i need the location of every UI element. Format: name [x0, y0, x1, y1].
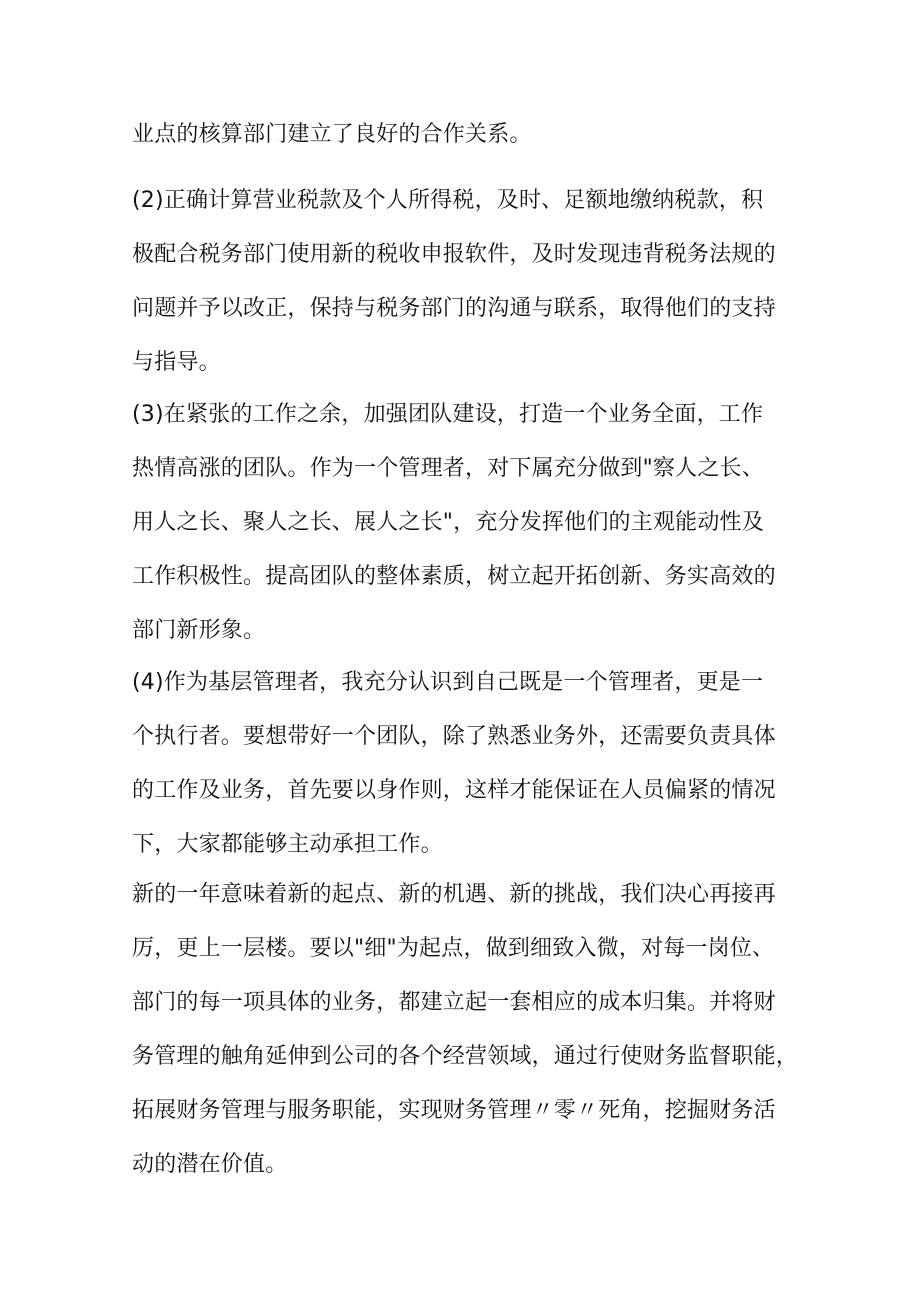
text-line: 动的潜在价值。	[132, 1152, 288, 1177]
paragraph-5	[132, 868, 802, 1192]
text-line: 工作积极性。提高团队的整体素质，树立起开拓创新、务实高效的	[132, 564, 776, 589]
text-line: 部门的每一项具体的业务，都建立起一套相应的成本归集。并将财	[132, 990, 776, 1015]
text-line: 拓展财务管理与服务职能，实现财务管理〃零〃死角，挖掘财务活	[132, 1098, 776, 1123]
paragraph-3	[132, 388, 802, 658]
text-line: (3)在紧张的工作之余，加强团队建设，打造一个业务全面，工作	[132, 402, 764, 427]
text-line: 下，大家都能够主动承担工作。	[132, 832, 443, 857]
text-line: 部门新形象。	[132, 618, 266, 643]
paragraph-1	[132, 108, 802, 162]
text-line: 新的一年意味着新的起点、新的机遇、新的挑战，我们决心再接再	[132, 882, 776, 907]
text-line: 个执行者。要想带好一个团队，除了熟悉业务外，还需要负责具体	[132, 724, 776, 749]
text-line: 的工作及业务，首先要以身作则，这样才能保证在人员偏紧的情况	[132, 778, 776, 803]
text-line: 热情高涨的团队。作为一个管理者，对下属充分做到"察人之长、	[132, 456, 764, 481]
text-line: 业点的核算部门建立了良好的合作关系。	[132, 122, 532, 147]
text-line: 与指导。	[132, 350, 221, 375]
text-line: (4)作为基层管理者，我充分认识到自己既是一个管理者，更是一	[132, 670, 764, 695]
text-line: 极配合税务部门使用新的税收申报软件，及时发现违背税务法规的	[132, 242, 776, 267]
paragraph-2	[132, 174, 802, 390]
text-line: 务管理的触角延伸到公司的各个经营领域，通过行使财务监督职能，	[132, 1044, 799, 1069]
text-line: 厉，更上一层楼。要以"细"为起点，做到细致入微，对每一岗位、	[132, 936, 775, 961]
text-line: (2)正确计算营业税款及个人所得税，及时、足额地缴纳税款，积	[132, 188, 764, 213]
text-line: 用人之长、聚人之长、展人之长"，充分发挥他们的主观能动性及	[132, 510, 764, 535]
text-line: 问题并予以改正，保持与税务部门的沟通与联系，取得他们的支持	[132, 296, 776, 321]
paragraph-4	[132, 656, 802, 872]
